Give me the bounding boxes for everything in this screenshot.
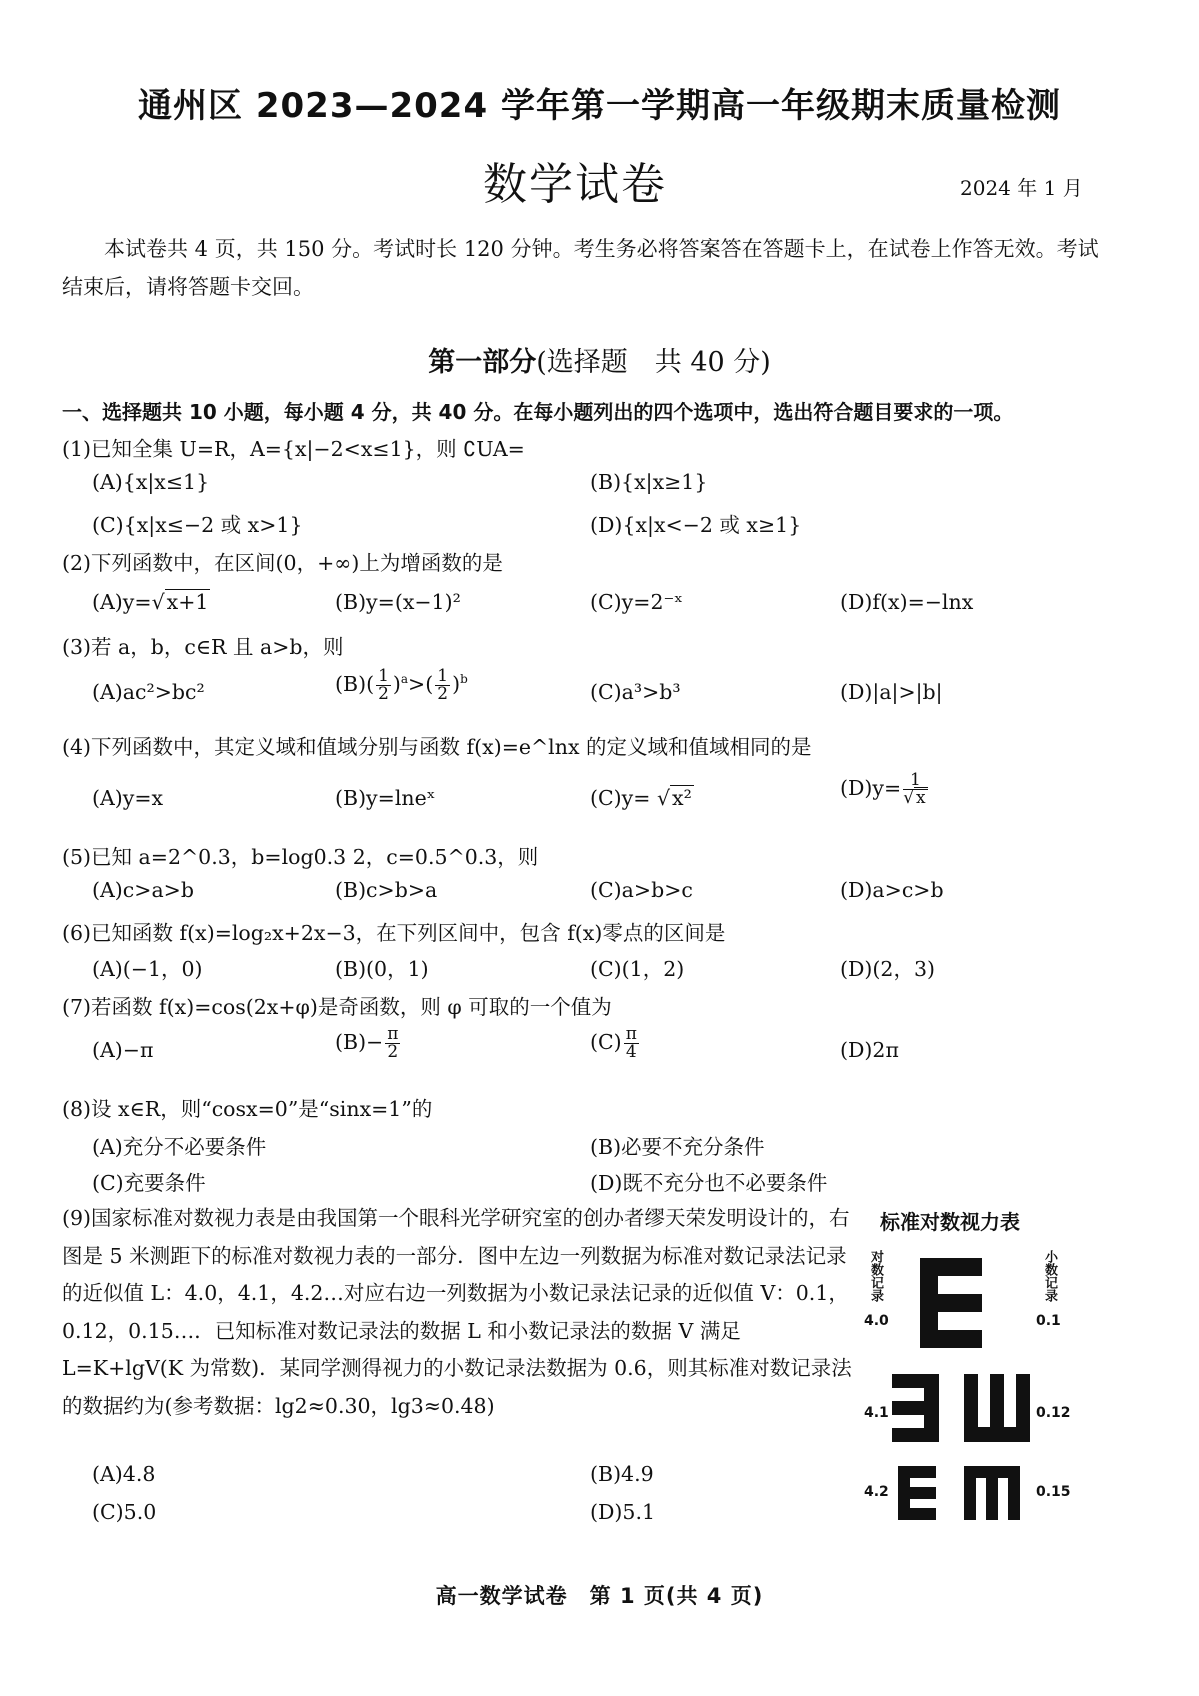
question-7-option-a: (A)−π (92, 1038, 154, 1062)
question-4-option-d (840, 772, 930, 807)
question-5-option-b: (B)c>b>a (335, 878, 438, 902)
question-4-option-c-label: (C)y= (590, 786, 651, 810)
vision-row-1-log: 4.0 (864, 1313, 889, 1329)
question-6-option-a: (A)(−1，0) (92, 957, 203, 981)
question-4-option-c-radicand: x² (672, 786, 692, 810)
question-2-option-a-label: (A)y= (92, 590, 152, 614)
question-9-stem: (9)国家标准对数视力表是由我国第一个眼科光学研究室的创办者缪天荣发明设计的，右图是 5 米测距下的标准对数视力表的一部分．图中左边一列数据为标准对数记录法记录的近似值 L：4.0，4.1，4.2…对应右边一列数据为小数记录法记录的近似值 V：0.1，0.12，0.15…．已知标准对数记录法的数据 L 和小数记录法的数据 V 满足 L=K+lgV(K 为常数)．某同学测得视力的小数记录法数据为 0.6，则其标准对数记录法的数据约为(参考数据：lg2≈0.30，lg3≈0.48) (62, 1206, 852, 1418)
fraction-half: $\frac{1}{2}$ (378, 666, 389, 704)
question-1-option-c: (C){x|x≤−2 或 x>1} (92, 513, 303, 537)
question-8-option-b: (B)必要不充分条件 (590, 1135, 765, 1159)
question-6-option-c: (C)(1，2) (590, 957, 685, 981)
e-optotype-right-large (920, 1258, 982, 1348)
vision-chart-title: 标准对数视力表 (880, 1210, 1020, 1234)
question-3-option-a: (A)ac²>bc² (92, 680, 205, 704)
fraction-half: $\frac{1}{2}$ (437, 666, 449, 704)
e-optotype-right-small (898, 1466, 936, 1520)
question-8-option-d: (D)既不充分也不必要条件 (590, 1171, 828, 1195)
question-7-option-c (590, 1026, 641, 1061)
question-4-option-d-label: (D)y= (840, 776, 902, 800)
e-optotype-down-small (964, 1466, 1020, 1520)
vision-row-2-decimal: 0.12 (1036, 1405, 1071, 1421)
question-9-option-a: (A)4.8 (92, 1462, 156, 1486)
section-detail: (选择题 共 40 分) (536, 347, 771, 378)
question-4-option-c: (C)y= √x² (590, 786, 692, 810)
question-2-option-d: (D)f(x)=−lnx (840, 590, 974, 614)
question-3-option-b-label: (B) (335, 672, 367, 696)
question-1-option-b: (B){x|x≥1} (590, 470, 708, 494)
question-1-stem: (1)已知全集 U=R，A={x|−2<x≤1}，则 ∁UA= (62, 437, 525, 461)
section-name: 第一部分 (428, 347, 537, 378)
question-3-option-b: (B)( $\frac{1}{2}$ )$^a$>( $\frac{1}{2}$ )$^b$ (335, 666, 468, 704)
question-2-option-a: (A)y=√x+1 (92, 590, 209, 614)
question-1-option-d: (D){x|x<−2 或 x≥1} (590, 513, 802, 537)
question-6-option-b: (B)(0，1) (335, 957, 429, 981)
question-4-option-b: (B)y=lneˣ (335, 786, 436, 810)
question-9-option-b: (B)4.9 (590, 1462, 654, 1486)
question-8-stem: (8)设 x∈R，则“cosx=0”是“sinx=1”的 (62, 1097, 433, 1121)
question-7-option-c-label: (C) (590, 1030, 622, 1054)
question-9-option-c: (C)5.0 (92, 1500, 157, 1524)
vision-chart-left-header: 对数记录 (868, 1250, 883, 1302)
question-7-option-b-label: (B)− (335, 1030, 384, 1054)
question-7-stem: (7)若函数 f(x)=cos(2x+φ)是奇函数，则 φ 可取的一个值为 (62, 995, 612, 1019)
question-5-stem: (5)已知 a=2^0.3，b=log0.3 2，c=0.5^0.3，则 (62, 845, 539, 869)
question-2-stem: (2)下列函数中，在区间(0，+∞)上为增函数的是 (62, 551, 503, 575)
question-3-option-d: (D)|a|>|b| (840, 680, 943, 704)
question-3-stem: (3)若 a，b，c∈R 且 a>b，则 (62, 635, 344, 659)
vision-row-1-decimal: 0.1 (1036, 1313, 1061, 1329)
fraction-pi-over-2: $\frac{\pi}{2}$ (387, 1024, 399, 1062)
exam-date: 2024 年 1 月 (960, 176, 1083, 200)
question-1-option-a: (A){x|x≤1} (92, 470, 210, 494)
question-9-option-d: (D)5.1 (590, 1500, 656, 1524)
page-footer: 高一数学试卷 第 1 页(共 4 页) (435, 1584, 764, 1608)
question-3-option-c: (C)a³>b³ (590, 680, 681, 704)
question-5-option-a: (A)c>a>b (92, 878, 194, 902)
question-8-option-a: (A)充分不必要条件 (92, 1135, 267, 1159)
question-6-option-d: (D)(2，3) (840, 957, 936, 981)
exam-title: 通州区 2023—2024 学年第一学期高一年级期末质量检测 (138, 86, 1061, 126)
exam-subtitle: 数学试卷 (483, 159, 667, 210)
section-heading (0, 340, 1199, 379)
question-5-option-d: (D)a>c>b (840, 878, 944, 902)
e-optotype-left-medium (892, 1374, 939, 1442)
question-7-option-d: (D)2π (840, 1038, 899, 1062)
question-2-option-a-radicand: x+1 (166, 590, 209, 614)
fraction-pi-over-4: $\frac{\pi}{4}$ (625, 1024, 637, 1062)
vision-row-2-log: 4.1 (864, 1405, 889, 1421)
vision-row-3-decimal: 0.15 (1036, 1484, 1071, 1500)
vision-chart-right-header: 小数记录 (1042, 1250, 1057, 1302)
fraction-one-over-sqrt-x: $\frac{1}{√ x}$ (903, 770, 926, 808)
vision-row-3-log: 4.2 (864, 1484, 889, 1500)
question-4-option-a: (A)y=x (92, 786, 164, 810)
exam-intro: 本试卷共 4 页，共 150 分。考试时长 120 分钟。考生务必将答案答在答题卡上，在试卷上作答无效。考试结束后，请将答题卡交回。 (62, 237, 1099, 299)
tumbling-e-figure (880, 1240, 1040, 1530)
instructions: 一、选择题共 10 小题，每小题 4 分，共 40 分。在每小题列出的四个选项中，选出符合题目要求的一项。 (62, 400, 1014, 424)
question-7-option-b (335, 1026, 402, 1061)
question-8-option-c: (C)充要条件 (92, 1171, 206, 1195)
e-optotype-up-medium (964, 1374, 1030, 1442)
question-2-option-c: (C)y=2⁻ˣ (590, 590, 683, 614)
question-6-stem: (6)已知函数 f(x)=log₂x+2x−3，在下列区间中，包含 f(x)零点的区间是 (62, 921, 726, 945)
question-4-stem: (4)下列函数中，其定义域和值域分别与函数 f(x)=e^lnx 的定义域和值域相同的是 (62, 735, 812, 759)
question-5-option-c: (C)a>b>c (590, 878, 693, 902)
question-2-option-b: (B)y=(x−1)² (335, 590, 461, 614)
